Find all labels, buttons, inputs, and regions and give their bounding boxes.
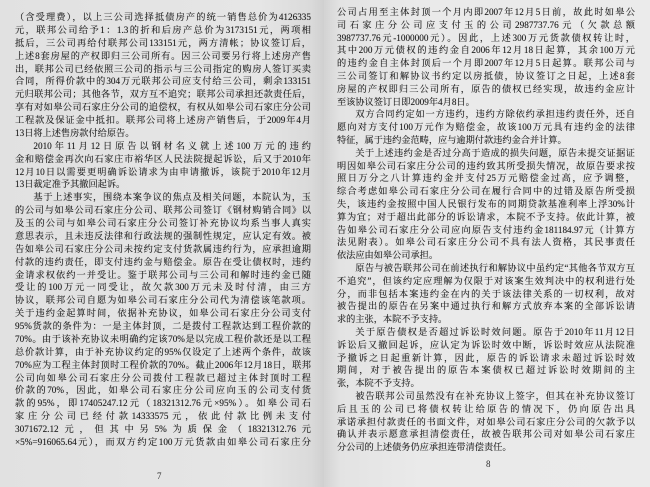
- page-left: [0, 0, 324, 487]
- text-line: 2010年11月12日原告以钢材名义就上述100万元的违约: [33, 140, 311, 151]
- text-line: 愿向对方支付100万元作为赔偿金，故该100万元具有违约金的法律: [337, 122, 635, 133]
- text-line: 求的主张，本院不予支持。: [337, 314, 448, 325]
- text-line: 总价款计算，由于补充协议约定的95%仅设定了上述两个条件，故该: [15, 346, 311, 357]
- text-line: 被告联邦公司虽然没有在补充协议上签字，但其在补充协议签订: [355, 390, 635, 401]
- text-line: 95%货款的条件为：一是主体封顶，二是拨付工程款达到工程价款的: [15, 321, 311, 331]
- text-line: 享有对如皋公司石家庄分公司的追偿权，有权从如皋公司石家庄分公司: [15, 102, 311, 113]
- text-line: 其中200万元债权的违约金自2006年12月18日起算，其余100万元: [337, 45, 635, 56]
- text-line: 分，而非包括本案违约金在内的关于该法律关系的一切权利，故对: [337, 288, 635, 299]
- text-line: 受让的100万元一同受让，故欠款300万元未及时付清，由三方: [15, 282, 311, 293]
- paragraph: [337, 147, 635, 262]
- text-line: 协议，联邦公司自愿为如皋公司石家庄分公司代为清偿该笔款项。: [15, 295, 311, 306]
- text-line: 告如皋公司石家庄分公司未按约定支付货款属违约行为，应承担逾期: [15, 243, 311, 254]
- text-line: 关于违约金起算时间，依据补充协议，如皋公司石家庄分公司支付: [15, 308, 311, 319]
- text-line: 承诺承担付款责任的书面文件，对如皋公司石家庄分公司的欠款予以: [337, 416, 635, 427]
- text-line: 告如皋公司石家庄分公司应向原告支付违约金181184.97元（计算方: [337, 224, 635, 235]
- text-line: 12月10日以需要更明确诉讼请求为由申请撤诉，该院于2010年12月: [15, 166, 311, 177]
- text-line: 期间，对于被告提出的原告本案债权已超过诉讼时效期间的主: [337, 365, 635, 376]
- paragraph: [337, 262, 635, 326]
- text-line: 款的95%，即17405247.12元（18321312.76元×95%）。如皋公司石: [15, 398, 311, 409]
- page-text: [337, 6, 635, 454]
- text-line: 失，该违约金按照中国人民银行发布的同期贷款基准利率上浮30%计: [337, 198, 635, 209]
- text-line: 付款的违约责任，即支付违约金与赔偿金。原告在受让债权时，违约: [15, 256, 311, 267]
- text-line: 及玉的公司与如皋公司石家庄分公司签订补充协议均系当事人真实: [15, 218, 311, 228]
- text-line: 13日将上述售房款付给原告。: [15, 127, 135, 138]
- paragraph: [337, 390, 635, 454]
- text-line: 合同，所得价款中的304万元联邦公司应支付给三公司，剩余133151: [15, 76, 311, 87]
- text-line: 关于上述违约金是否过分高于造成的损失问题，原告未提交证据证: [355, 147, 635, 158]
- text-line: 确认并表示愿意承担清偿责任，故被告联邦公司对如皋公司石家庄: [337, 429, 635, 440]
- text-line: 予撤诉之日起重新计算，因此，原告的诉讼请求未超过诉讼时效: [337, 352, 635, 363]
- paragraph: [15, 140, 311, 192]
- text-line: 三公司签订和解协议书约定以房抵债，协议签订之日起，上述8套: [337, 70, 635, 81]
- text-line: 的违约金自主体封顶后一个月即2007年12月5日起算。联邦公司与: [337, 58, 635, 69]
- text-line: 关于原告债权是否超过诉讼时效问题。原告于2010年11月12日: [355, 326, 635, 337]
- text-line: 公司占用至主体封顶一个月内即2007年12月5日前，故此时如皋公: [337, 7, 635, 17]
- text-line: 法见附表）。如皋公司石家庄分公司不具有法人资格，其民事责任: [337, 237, 635, 248]
- text-line: 原告与被告联邦公司在前述执行和解协议中虽约定“其他各节双方互: [355, 262, 635, 273]
- text-line: 特征，属于违约金范畴，应与逾期付款违约金合并计算。: [337, 134, 567, 145]
- text-line: 70%应为工程主体封顶时工程价款的70%。截止2006年12月18日，联邦: [15, 359, 311, 370]
- paragraph: [337, 326, 635, 390]
- text-line: 算为宜；对于超出此部分的诉讼请求，本院不予支持。依此计算，被: [337, 211, 635, 222]
- page-right: [324, 0, 650, 487]
- text-line: 出，联邦公司已经依照三公司的指示与三公司指定的购房人签订买卖: [15, 63, 311, 74]
- text-line: 金请求权依约一并受让。鉴于联邦公司与三公司和解时违约金已随: [15, 269, 311, 280]
- text-line: 司石家庄分公司应支付玉的公司2987737.76元（欠款总额: [337, 19, 635, 30]
- text-line: 诉讼后又撤回起诉，应认定为诉讼时效中断，诉讼时效应从法院准: [337, 339, 635, 350]
- paragraph: [337, 108, 635, 146]
- text-line: 分公司的上述债务仍应承担连带清偿责任。: [337, 442, 512, 453]
- text-line: 上述8套房屋的产权即归三公司所有。因三公司要另行将上述房产售: [15, 50, 311, 61]
- text-line: 3071672.12元，但其中另5%为质保金（18321312.76元: [15, 424, 311, 434]
- paragraph: [15, 191, 311, 449]
- text-line: 元归联邦公司；其他各节，双方互不追究；联邦公司承担还款责任后，: [15, 89, 311, 100]
- text-line: 至该协议签订日即2009年4月8日。: [337, 96, 475, 107]
- text-line: 家庄分公司已经付款14333575元，依此付款比例未支付: [15, 411, 311, 422]
- paragraph: [337, 6, 635, 108]
- text-line: 70%。由于该补充协议未明确约定该70%是以完成工程价款还是以工程: [15, 333, 311, 344]
- text-line: 后且玉的公司已将债权转让给原告的情况下，仍向原告出具: [337, 403, 635, 414]
- text-line: （含受理费），以上三公司选择抵债房产的统一销售总价为4126335: [15, 12, 311, 22]
- text-line: 3987737.76元-1000000元）。因此，上述300万元货款债权转让时，: [337, 32, 635, 43]
- text-line: 公司向如皋公司石家庄分公司拨付工程款已超过主体封顶时工程: [15, 372, 311, 383]
- text-line: 照日万分之八计算违约金并支付25万元赔偿金过高，应予调整，: [337, 173, 635, 184]
- text-line: 被告提出的原告在另案中通过执行和解方式放弃本案的全部诉讼请: [337, 301, 635, 312]
- text-line: 元，联邦公司给予1：1.3的折和后房产总价为3173151元，两项相: [15, 24, 311, 35]
- text-line: 综合考虑如皋公司石家庄分公司在履行合同中的过错及原告所受损: [337, 186, 635, 197]
- text-line: 房屋的产权即归三公司所有，原告的债权已经实现，故违约金应计: [337, 83, 635, 94]
- text-line: 金和赔偿金再次向石家庄市裕华区人民法院提起诉讼，后又于2010年: [15, 153, 311, 164]
- text-line: 价款的70%，因此，如皋公司石家庄分公司应向玉的公司支付货: [15, 385, 311, 396]
- paragraph: [15, 11, 311, 140]
- text-line: 不追究”，但该约定应理解为仅限于对该案生效判决中的权利进行处: [337, 275, 635, 286]
- text-line: 基于上述事实，围绕本案争议的焦点及相关问题，本院认为，玉: [33, 192, 311, 203]
- page-number: 7: [157, 471, 162, 481]
- text-line: 明因如皋公司石家庄分公司的违约致其所受损失情况，故原告要求按: [337, 160, 635, 171]
- text-line: 的公司与如皋公司石家庄分公司、联邦公司签订《钢材购销合同》以: [15, 205, 311, 216]
- page-text: [15, 11, 311, 449]
- text-line: ×5%=916065.64元），而双方约定100万元货款由如皋公司石家庄分: [15, 436, 311, 447]
- page-number: 8: [486, 459, 491, 469]
- text-line: 双方合同约定如一方违约，违约方除依约承担违约责任外，还自: [355, 109, 635, 120]
- text-line: 意思表示，且未违反法律和行政法规的强制性规定，应认定有效。被: [15, 230, 311, 241]
- text-line: 张，本院不予支持。: [337, 378, 420, 389]
- text-line: 依法应由如皋公司承担。: [337, 250, 439, 261]
- text-line: 抵后，三公司再给付联邦公司133151元，两方清帐；协议签订后，: [15, 37, 311, 48]
- text-line: 13日裁定准予其撤回起诉。: [15, 179, 126, 190]
- text-line: 工程款及保证金中抵扣。联邦公司将上述房产销售后，于2009年4月: [15, 115, 311, 125]
